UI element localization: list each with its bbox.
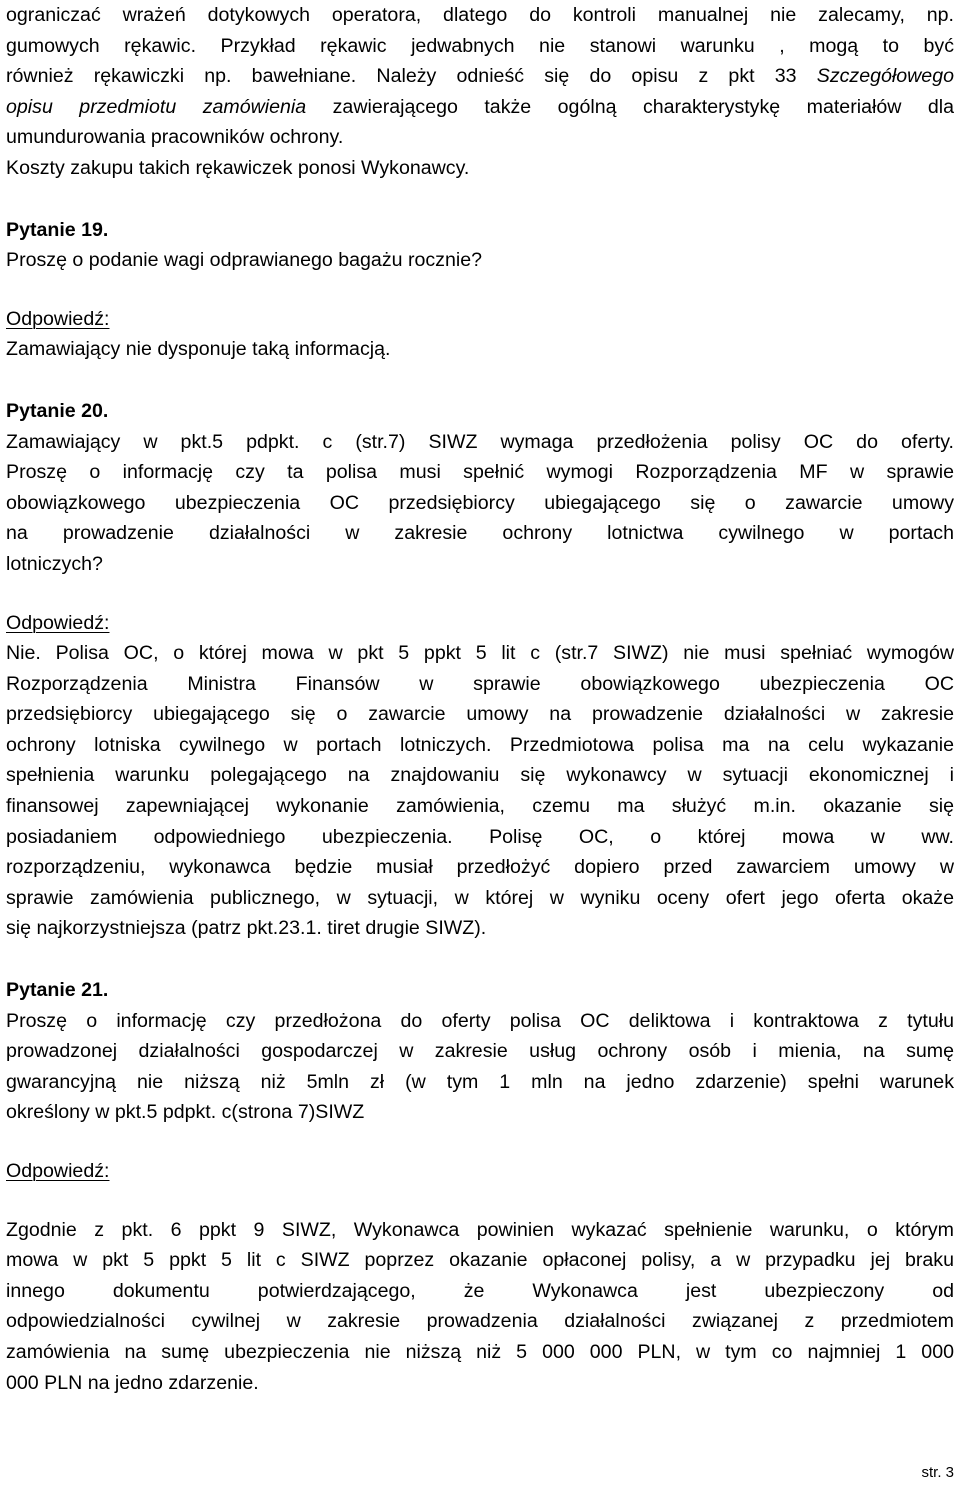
answer-label-line [6, 608, 954, 639]
question-line: obowiązkowego ubezpieczenia OC przedsiębiorcy ubiegającego się o zawarcie umowy [6, 491, 954, 514]
question-heading: Pytanie 19. [6, 218, 109, 241]
answer-line: 000 PLN na jedno zdarzenie. [6, 1371, 259, 1394]
answer-line: posiadaniem odpowiedniego ubezpieczenia. Polisę OC, o której mowa w ww. [6, 825, 954, 848]
text-fragment: zawierającego także ogólną charakterystykę materiałów dla [306, 95, 954, 118]
question-heading: Pytanie 21. [6, 979, 109, 1002]
question-heading: Pytanie 20. [6, 399, 109, 422]
answer-line: zamówienia na sumę ubezpieczenia nie niższą niż 5 000 000 PLN, w tym co najmniej 1 000 [6, 1340, 954, 1363]
text-line: ograniczać wrażeń dotykowych operatora, dlatego do kontroli manualnej nie zalecamy, np. [6, 4, 954, 26]
question-line: Proszę o informację czy ta polisa musi spełnić wymogi Rozporządzenia MF w sprawie [6, 461, 954, 484]
answer-label-line [6, 304, 954, 335]
answer-line: finansowej zapewniającej wykonanie zamówienia, czemu ma służyć m.in. okazanie się [6, 795, 954, 818]
answer-label: Odpowiedź: [6, 307, 110, 330]
question-line: lotniczych? [6, 552, 103, 575]
italic-fragment: Szczegółowego [816, 65, 954, 88]
answer-line: przedsiębiorcy ubiegającego się o zawarcie umowy na prowadzenie działalności w zakresie [6, 703, 954, 726]
italic-fragment: opisu przedmiotu zamówienia [6, 95, 307, 118]
answer-line: Zgodnie z pkt. 6 ppkt 9 SIWZ, Wykonawca powinien wykazać spełnienie warunku, o którym [6, 1218, 954, 1241]
answer-line: się najkorzystniejsza (patrz pkt.23.1. tiret drugie SIWZ). [6, 917, 487, 940]
answer-line: odpowiedzialności cywilnej w zakresie prowadzenia działalności związanej z przedmiotem [6, 1310, 954, 1333]
answer-line: spełnienia warunku polegającego na znajdowaniu się wykonawcy w sytuacji ekonomicznej i [6, 764, 954, 787]
answer-line: Rozporządzenia Ministra Finansów w sprawie obowiązkowego ubezpieczenia OC [6, 672, 954, 695]
page-number: str. 3 [921, 1464, 954, 1481]
question-line: gwarancyjną nie niższą niż 5mln zł (w tym 1 mln na jedno zdarzenie) spełni warunek [6, 1070, 954, 1093]
document-page [6, 0, 954, 1398]
answer-line: Nie. Polisa OC, o której mowa w pkt 5 ppkt 5 lit c (str.7 SIWZ) nie musi spełniać wymogów [6, 642, 954, 665]
answer-text: Zamawiający nie dysponuje taką informacją. [6, 338, 391, 361]
answer-line: ochrony lotniska cywilnego w portach lotniczych. Przedmiotowa polisa ma na celu wykazanie [6, 733, 954, 756]
question-line: określony w pkt.5 pdpkt. c(strona 7)SIWZ [6, 1101, 365, 1124]
text-line: Koszty zakupu takich rękawiczek ponosi Wykonawcy. [6, 156, 470, 179]
question-20 [6, 396, 954, 944]
intro-paragraph [6, 0, 954, 184]
answer-label: Odpowiedź: [6, 611, 110, 634]
answer-line: mowa w pkt 5 ppkt 5 lit c SIWZ poprzez okazanie opłaconej polisy, a w przypadku jej braku [6, 1249, 954, 1272]
question-text: Proszę o podanie wagi odprawianego bagażu rocznie? [6, 249, 483, 272]
question-line: Proszę o informację czy przedłożona do oferty polisa OC deliktowa i kontraktowa z tytułu [6, 1009, 954, 1032]
text-line: umundurowania pracowników ochrony. [6, 126, 344, 149]
answer-line: innego dokumentu potwierdzającego, że Wykonawca jest ubezpieczony od [6, 1279, 954, 1302]
answer-label-line [6, 1156, 954, 1187]
question-line: Zamawiający w pkt.5 pdpkt. c (str.7) SIWZ wymaga przedłożenia polisy OC do oferty. [6, 430, 954, 453]
text-line [6, 92, 954, 123]
answer-label: Odpowiedź: [6, 1160, 110, 1182]
text-fragment: również rękawiczki np. bawełniane. Należy odnieść się do opisu z pkt 33 [6, 65, 817, 88]
answer-line: sprawie zamówienia publicznego, w sytuacji, w której w wyniku oceny ofert jego oferta okaże [6, 886, 954, 909]
question-21 [6, 975, 954, 1398]
answer-line: rozporządzeniu, wykonawca będzie musiał przedłożyć dopiero przed zawarciem umowy w [6, 856, 954, 879]
question-line: na prowadzenie działalności w zakresie ochrony lotnictwa cywilnego w portach [6, 522, 954, 545]
text-line [6, 61, 954, 92]
text-line: gumowych rękawic. Przykład rękawic jedwabnych nie stanowi warunku , mogą to być [6, 34, 954, 57]
question-19 [6, 215, 954, 365]
question-line: prowadzonej działalności gospodarczej w zakresie usług ochrony osób i mienia, na sumę [6, 1040, 954, 1063]
